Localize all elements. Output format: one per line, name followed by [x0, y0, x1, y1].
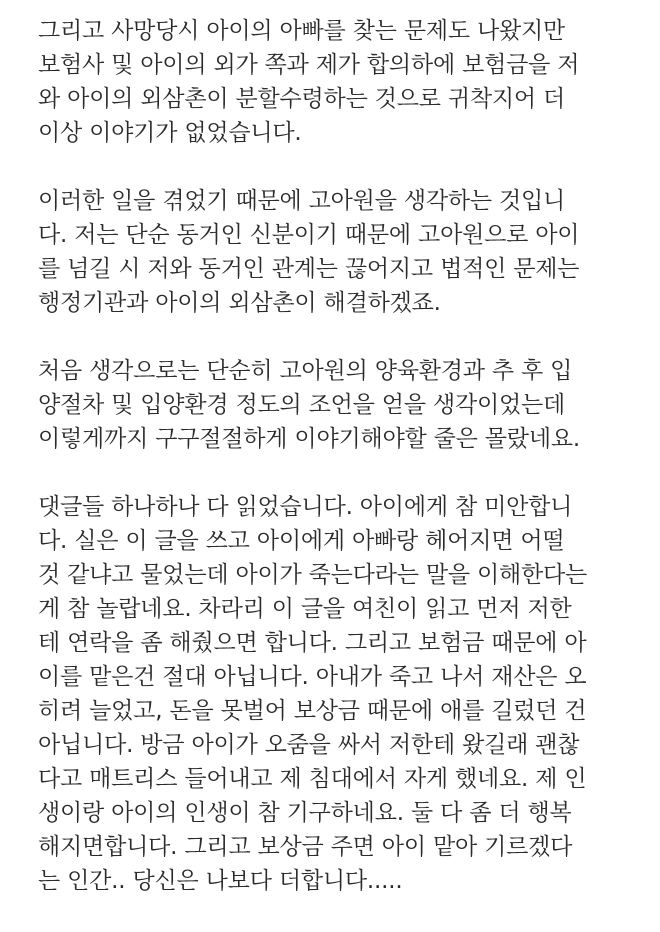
text-line: 이렇게까지 구구절절하게 이야기해야할 줄은 몰랐네요. [38, 426, 580, 452]
text-line: 이러한 일을 겪었기 때문에 고아원을 생각하는 것입니 [38, 188, 566, 214]
text-line: 아닙니다. 방금 아이가 오줌을 싸서 저한테 왔길래 괜찮 [38, 732, 580, 758]
text-line: 생이랑 아이의 인생이 참 기구하네요. 둘 다 좀 더 행복 [38, 800, 572, 826]
text-line: 게 참 놀랍네요. 차라리 이 글을 여친이 읽고 먼저 저한 [38, 596, 572, 622]
paragraph-4 [38, 490, 638, 898]
paragraph-2 [38, 184, 638, 320]
text-line: 를 넘길 시 저와 동거인 관계는 끊어지고 법적인 문제는 [38, 256, 580, 282]
text-line: 와 아이의 외삼촌이 분할수령하는 것으로 귀착지어 더 [38, 86, 566, 112]
paragraph-1 [38, 14, 638, 150]
text-line: 행정기관과 아이의 외삼촌이 해결하겠죠. [38, 290, 441, 316]
text-line: 다고 매트리스 들어내고 제 침대에서 자게 했네요. 제 인 [38, 766, 587, 792]
text-line: 히려 늘었고, 돈을 못벌어 보상금 때문에 애를 길렀던 건 [38, 698, 587, 724]
text-line: 테 연락을 좀 해줬으면 합니다. 그리고 보험금 때문에 아 [38, 630, 587, 656]
text-line: 해지면합니다. 그리고 보상금 주면 아이 맡아 기르겠다 [38, 834, 573, 860]
text-line: 는 인간.. 당신은 나보다 더합니다..... [38, 868, 403, 894]
text-line: 양절차 및 입양환경 정도의 조언을 얻을 생각이었는데 [38, 392, 566, 418]
post-body [38, 14, 638, 932]
text-line: 이상 이야기가 없었습니다. [38, 120, 302, 146]
text-line: 다. 저는 단순 동거인 신분이기 때문에 고아원으로 아이 [38, 222, 580, 248]
text-line: 보험사 및 아이의 외가 쪽과 제가 합의하에 보험금을 저 [38, 52, 580, 78]
text-line: 처음 생각으로는 단순히 고아원의 양육환경과 추 후 입 [38, 358, 573, 384]
paragraph-3 [38, 354, 638, 456]
text-line: 다. 실은 이 글을 쓰고 아이에게 아빠랑 헤어지면 어떨 [38, 528, 565, 554]
text-line: 이를 맡은건 절대 아닙니다. 아내가 죽고 나서 재산은 오 [38, 664, 587, 690]
text-line: 것 같냐고 물었는데 아이가 죽는다라는 말을 이해한다는 [38, 562, 588, 588]
text-line: 댓글들 하나하나 다 읽었습니다. 아이에게 참 미안합니 [38, 494, 573, 520]
text-line: 그리고 사망당시 아이의 아빠를 찾는 문제도 나왔지만 [38, 18, 566, 44]
